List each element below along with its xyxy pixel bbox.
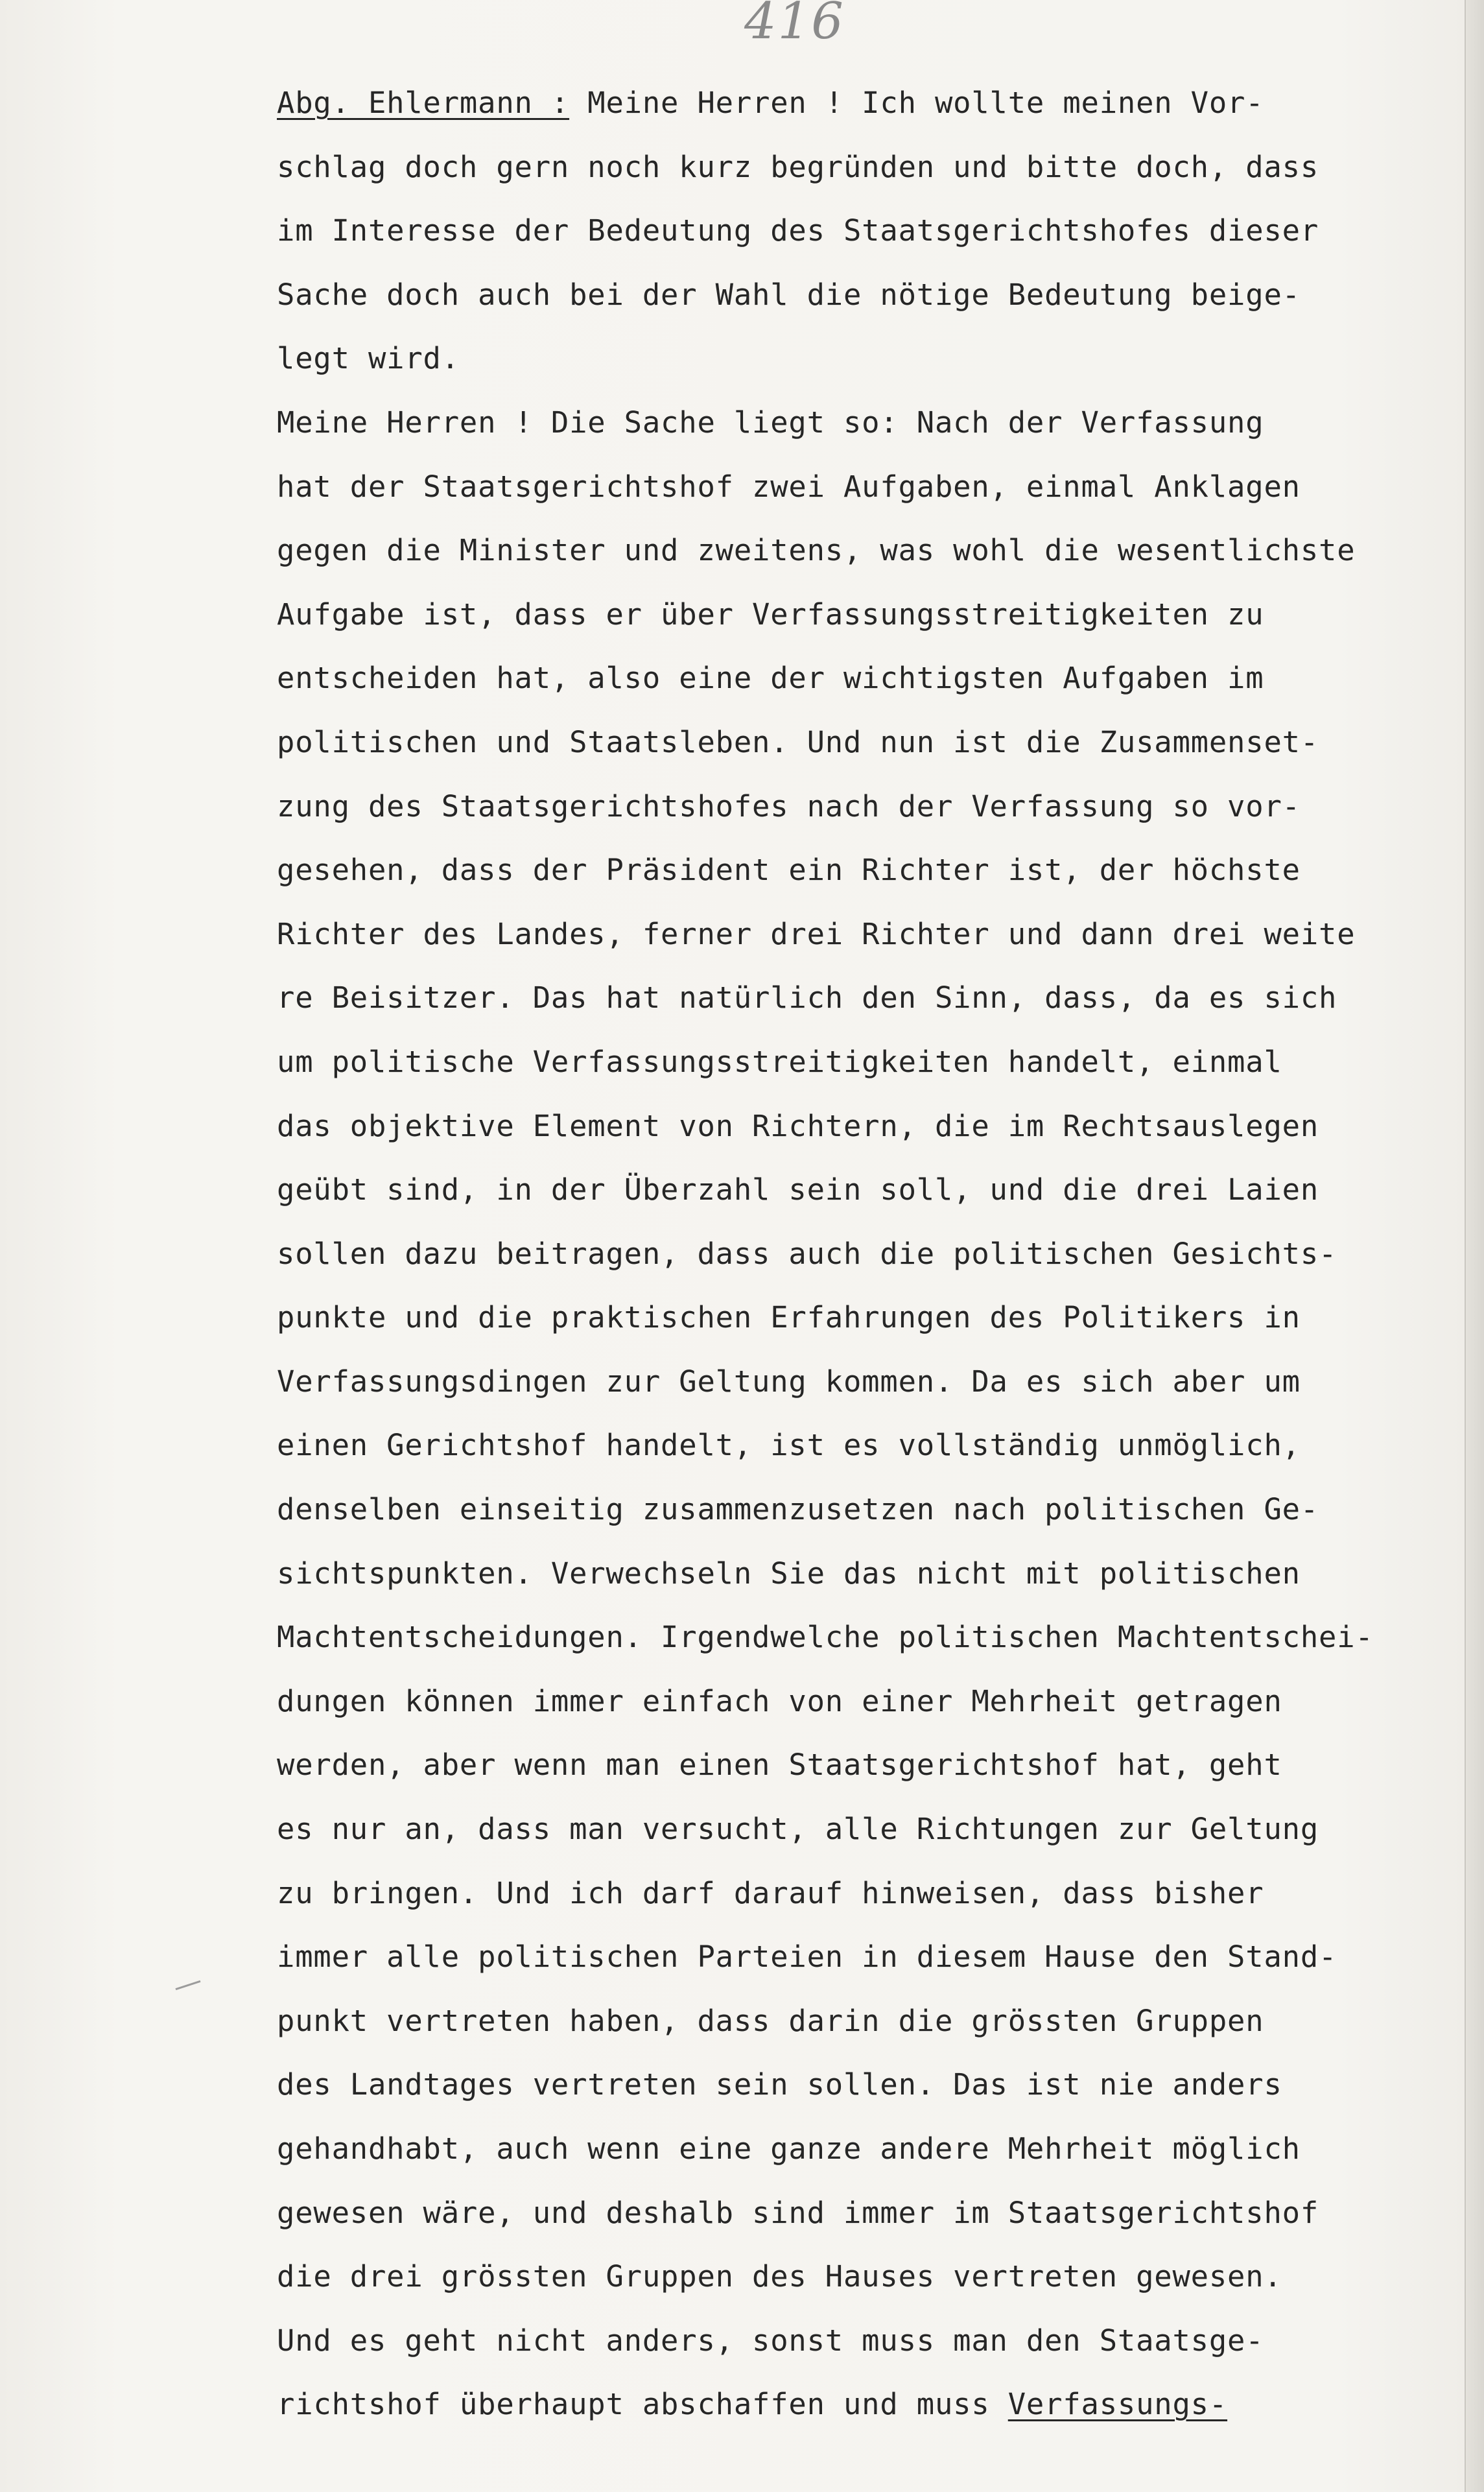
text-line: einen Gerichtshof handelt, ist es vollständig unmöglich, xyxy=(277,1428,1301,1463)
text-line: im Interesse der Bedeutung des Staatsgerichtshofes dieser xyxy=(277,213,1319,248)
text-line: des Landtages vertreten sein sollen. Das ist nie anders xyxy=(277,2067,1282,2102)
text-line: Verfassungsdingen zur Geltung kommen. Da es sich aber um xyxy=(277,1364,1301,1399)
text-line: gegen die Minister und zweitens, was wohl die wesentlichste xyxy=(277,533,1356,568)
text-line: zu bringen. Und ich darf darauf hinweisen, dass bisher xyxy=(277,1875,1264,1910)
text-line: sichtspunkten. Verwechseln Sie das nicht mit politischen xyxy=(277,1556,1301,1591)
text-line: gehandhabt, auch wenn eine ganze andere Mehrheit möglich xyxy=(277,2131,1301,2166)
typewritten-text xyxy=(277,71,1470,2437)
text-line: zung des Staatsgerichtshofes nach der Verfassung so vor- xyxy=(277,789,1301,824)
speaker-label: Abg. Ehlermann : xyxy=(277,86,570,120)
text-line: Aufgabe ist, dass er über Verfassungsstreitigkeiten zu xyxy=(277,597,1264,632)
text-line: dungen können immer einfach von einer Mehrheit getragen xyxy=(277,1683,1282,1718)
text-line: sollen dazu beitragen, dass auch die politischen Gesichts- xyxy=(277,1236,1337,1271)
text-line: richtshof überhaupt abschaffen und muss Verfassungs- xyxy=(277,2387,1228,2422)
text-line: Machtentscheidungen. Irgendwelche politischen Machtentschei- xyxy=(277,1620,1374,1655)
text-line: re Beisitzer. Das hat natürlich den Sinn, dass, da es sich xyxy=(277,980,1337,1015)
text-line: hat der Staatsgerichtshof zwei Aufgaben, einmal Anklagen xyxy=(277,469,1301,504)
margin-pencil-mark xyxy=(176,1980,201,1990)
text-line: Sache doch auch bei der Wahl die nötige Bedeutung beige- xyxy=(277,277,1301,312)
text-line: denselben einseitig zusammenzusetzen nach politischen Ge- xyxy=(277,1492,1319,1527)
text-line: geübt sind, in der Überzahl sein soll, und die drei Laien xyxy=(277,1172,1319,1207)
text-line: schlag doch gern noch kurz begründen und bitte doch, dass xyxy=(277,149,1319,184)
text-line: die drei grössten Gruppen des Hauses vertreten gewesen. xyxy=(277,2259,1282,2294)
text-line: immer alle politischen Parteien in diesem Hause den Stand- xyxy=(277,1940,1337,1975)
text-line: Richter des Landes, ferner drei Richter und dann drei weite xyxy=(277,916,1356,951)
text-line: Und es geht nicht anders, sonst muss man den Staatsge- xyxy=(277,2323,1264,2358)
text-line: politischen und Staatsleben. Und nun ist die Zusammenset- xyxy=(277,724,1319,759)
text-line: entscheiden hat, also eine der wichtigsten Aufgaben im xyxy=(277,661,1264,696)
underlined-word: Verfassungs- xyxy=(1007,2387,1228,2422)
text-line: gewesen wäre, und deshalb sind immer im Staatsgerichtshof xyxy=(277,2195,1319,2230)
text-line: gesehen, dass der Präsident ein Richter ist, der höchste xyxy=(277,853,1301,888)
text-line: um politische Verfassungsstreitigkeiten handelt, einmal xyxy=(277,1044,1282,1079)
text-line: Abg. Ehlermann : Meine Herren ! Ich wollte meinen Vor- xyxy=(277,86,1264,120)
text-line: punkte und die praktischen Erfahrungen des Politikers in xyxy=(277,1300,1301,1335)
text-line: legt wird. xyxy=(277,341,460,376)
text-line: punkt vertreten haben, dass darin die grössten Gruppen xyxy=(277,2003,1264,2038)
text-line: das objektive Element von Richtern, die im Rechtsauslegen xyxy=(277,1108,1319,1143)
text-line: Meine Herren ! Die Sache liegt so: Nach der Verfassung xyxy=(277,405,1264,440)
text-line: werden, aber wenn man einen Staatsgerichtshof hat, geht xyxy=(277,1748,1282,1783)
page-number: 416 xyxy=(744,0,845,51)
text-line: es nur an, dass man versucht, alle Richtungen zur Geltung xyxy=(277,1812,1319,1847)
